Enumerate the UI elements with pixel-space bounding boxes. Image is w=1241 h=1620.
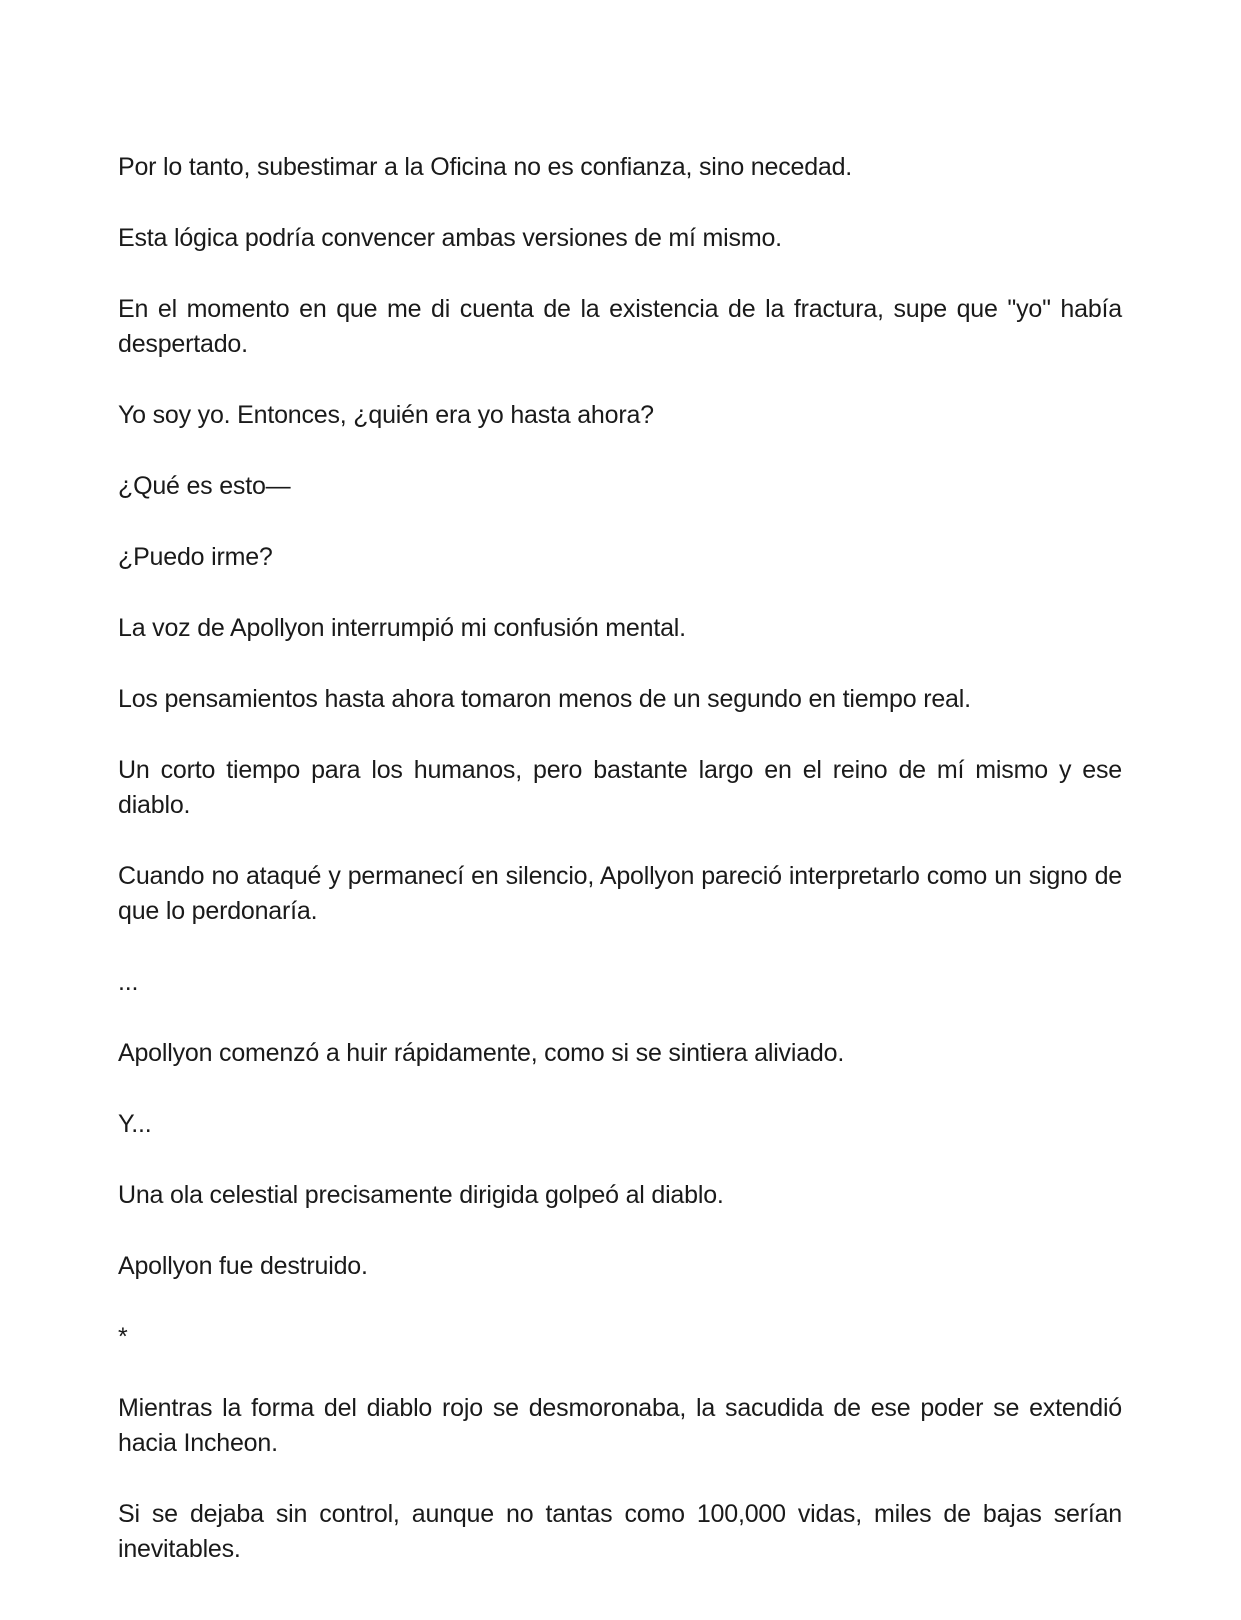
paragraph: Apollyon fue destruido. — [118, 1252, 368, 1280]
paragraph: ¿Qué es esto— — [118, 472, 291, 500]
paragraph: La voz de Apollyon interrumpió mi confusión mental. — [118, 614, 686, 642]
scene-break: * — [118, 1323, 128, 1351]
paragraph: Apollyon comenzó a huir rápidamente, como si se sintiera aliviado. — [118, 1039, 845, 1067]
paragraph: Una ola celestial precisamente dirigida golpeó al diablo. — [118, 1181, 724, 1209]
paragraph: En el momento en que me di cuenta de la existencia de la fractura, supe que "yo" había despertado. — [118, 295, 1122, 358]
paragraph: Y... — [118, 1110, 152, 1138]
paragraph: Yo soy yo. Entonces, ¿quién era yo hasta ahora? — [118, 401, 654, 429]
paragraph: Por lo tanto, subestimar a la Oficina no es confianza, sino necedad. — [118, 153, 853, 181]
paragraph: Si se dejaba sin control, aunque no tantas como 100,000 vidas, miles de bajas serían inevitables. — [118, 1500, 1122, 1563]
paragraph: Esta lógica podría convencer ambas versiones de mí mismo. — [118, 224, 782, 252]
paragraph: ¿Puedo irme? — [118, 543, 273, 571]
paragraph: Cuando no ataqué y permanecí en silencio, Apollyon pareció interpretarlo como un signo de que lo perdonaría. — [118, 862, 1122, 925]
paragraph: Mientras la forma del diablo rojo se desmoronaba, la sacudida de ese poder se extendió hacia Incheon. — [118, 1394, 1122, 1457]
paragraph: Los pensamientos hasta ahora tomaron menos de un segundo en tiempo real. — [118, 685, 971, 713]
document-body — [118, 150, 1122, 1603]
ellipsis-paragraph: ... — [118, 968, 139, 996]
paragraph: Un corto tiempo para los humanos, pero bastante largo en el reino de mí mismo y ese diablo. — [118, 756, 1122, 819]
